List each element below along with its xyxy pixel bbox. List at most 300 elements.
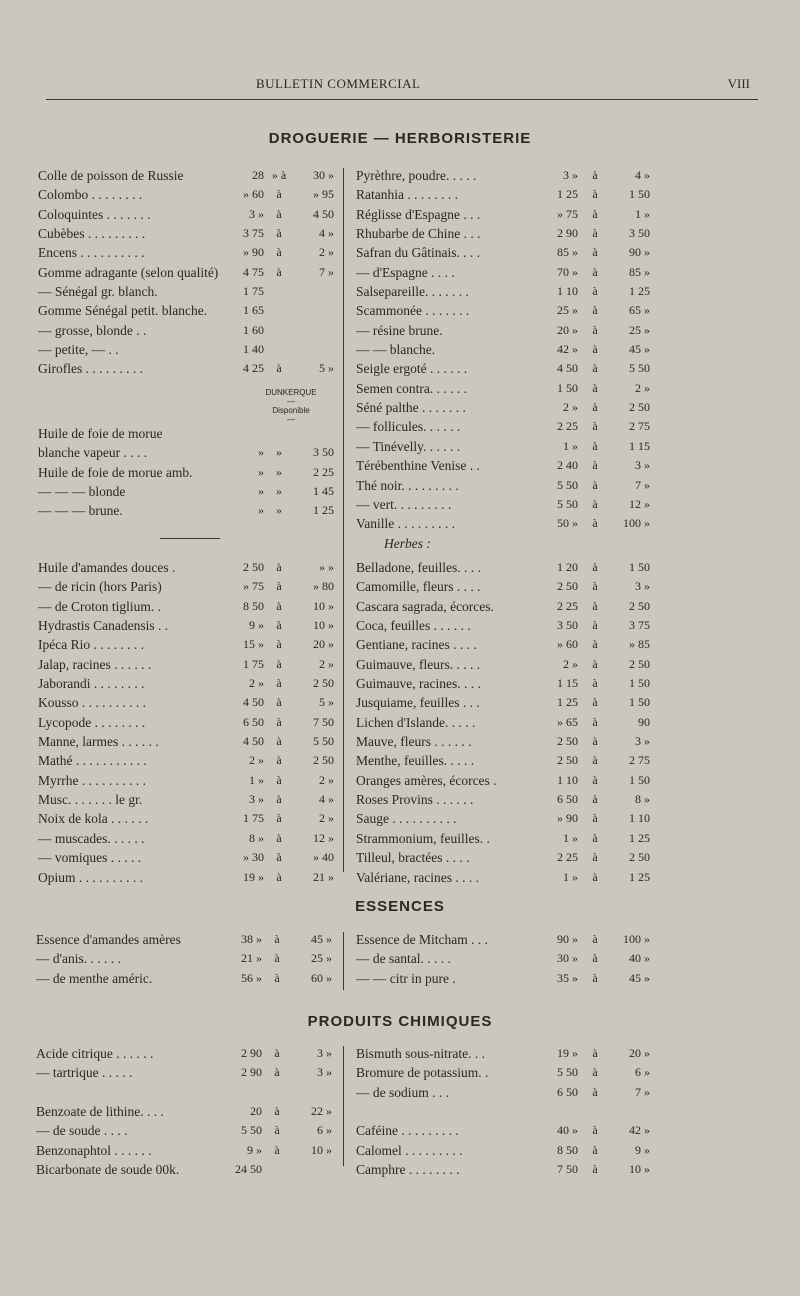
price-row xyxy=(38,187,338,206)
price-high: 2 » xyxy=(319,245,334,260)
price-row xyxy=(38,226,338,245)
price-high: 4 » xyxy=(319,792,334,807)
item-name: Girofles . . . . . . . . . xyxy=(38,361,143,377)
price-separator: à xyxy=(592,361,598,376)
price-separator: à xyxy=(276,869,282,884)
section-title-essences: ESSENCES xyxy=(355,898,445,915)
price-low: » 30 xyxy=(243,850,264,865)
price-high: 21 » xyxy=(313,869,334,884)
item-name: Guimauve, fleurs. . . . . xyxy=(356,656,481,672)
price-high: 2 50 xyxy=(313,753,334,768)
price-high: 5 » xyxy=(319,695,334,710)
price-separator: à xyxy=(592,322,598,337)
price-high: 25 » xyxy=(629,322,650,337)
price-separator: à xyxy=(592,380,598,395)
price-high: 22 » xyxy=(311,1104,332,1119)
price-low: 8 50 xyxy=(243,598,264,613)
price-high: 1 25 xyxy=(629,284,650,299)
drog-right-a xyxy=(356,168,656,536)
drog-right-b xyxy=(356,560,656,889)
price-low: 2 » xyxy=(249,753,264,768)
price-low: 3 » xyxy=(563,168,578,182)
price-row xyxy=(38,579,338,598)
price-high: 65 » xyxy=(629,303,650,318)
price-row xyxy=(356,676,656,695)
item-name: Seigle ergoté . . . . . . xyxy=(356,361,468,377)
price-high: 1 50 xyxy=(629,187,650,202)
price-high: 10 » xyxy=(313,598,334,613)
item-name: Mauve, fleurs . . . . . . xyxy=(356,734,472,750)
price-row xyxy=(356,458,656,477)
price-row xyxy=(356,753,656,772)
price-row xyxy=(356,599,656,618)
price-row xyxy=(356,971,656,990)
item-name: — — — brune. xyxy=(38,503,123,519)
price-separator: à xyxy=(592,477,598,492)
item-name: Coca, feuilles . . . . . . xyxy=(356,618,471,634)
price-low: 2 50 xyxy=(557,734,578,749)
price-high: 4 » xyxy=(635,168,650,182)
price-row xyxy=(356,342,656,361)
price-row xyxy=(356,400,656,419)
price-separator: » xyxy=(276,445,282,460)
price-low: 8 » xyxy=(249,830,264,845)
price-low: 5 50 xyxy=(241,1123,262,1138)
price-separator: à xyxy=(276,264,282,279)
price-high: 3 » xyxy=(635,458,650,473)
price-row xyxy=(38,676,338,695)
item-name: — d'anis. . . . . . xyxy=(36,951,121,967)
price-low: 42 » xyxy=(557,342,578,357)
price-high: 4 » xyxy=(319,226,334,241)
price-high: 45 » xyxy=(629,342,650,357)
price-separator: à xyxy=(592,598,598,613)
price-row xyxy=(356,1085,656,1104)
page-header xyxy=(46,72,754,92)
price-high: 6 » xyxy=(635,1065,650,1080)
price-high: 10 » xyxy=(629,1162,650,1177)
price-row xyxy=(36,951,336,970)
price-high: 5 50 xyxy=(313,734,334,749)
price-separator: à xyxy=(274,932,280,946)
drog-left-b xyxy=(38,426,338,523)
price-separator: à xyxy=(592,560,598,574)
price-row xyxy=(356,439,656,458)
price-separator: à xyxy=(592,734,598,749)
price-low: 1 60 xyxy=(243,322,264,337)
price-high: » 85 xyxy=(629,637,650,652)
price-low: 4 50 xyxy=(243,695,264,710)
price-low: 1 10 xyxy=(557,772,578,787)
price-low: 1 » xyxy=(249,772,264,787)
price-separator: à xyxy=(276,579,282,594)
price-separator: à xyxy=(276,753,282,768)
price-row xyxy=(38,560,338,579)
price-high: 3 » xyxy=(317,1065,332,1080)
price-low: » 60 xyxy=(243,187,264,202)
price-high: 7 50 xyxy=(313,714,334,729)
price-low: 2 » xyxy=(563,400,578,415)
price-separator: à xyxy=(592,187,598,202)
price-row xyxy=(356,560,656,579)
item-name: Réglisse d'Espagne . . . xyxy=(356,206,481,222)
price-high: 1 » xyxy=(635,206,650,221)
item-name: Térébenthine Venise . . xyxy=(356,458,480,474)
price-row xyxy=(38,599,338,618)
price-low: 2 50 xyxy=(557,753,578,768)
item-name: Valériane, racines . . . . xyxy=(356,869,479,885)
price-low: 6 50 xyxy=(557,792,578,807)
price-low: » 65 xyxy=(557,714,578,729)
price-separator: à xyxy=(276,772,282,787)
price-separator: à xyxy=(276,618,282,633)
price-low: 19 » xyxy=(557,1046,578,1060)
chim-right xyxy=(356,1046,656,1181)
item-name: Camomille, fleurs . . . . xyxy=(356,579,481,595)
price-low: 6 50 xyxy=(557,1084,578,1099)
price-row xyxy=(38,695,338,714)
price-high: 1 10 xyxy=(629,811,650,826)
price-high: 2 » xyxy=(319,656,334,671)
price-separator: » xyxy=(276,484,282,499)
price-separator: à xyxy=(592,206,598,221)
item-name: Camphre . . . . . . . . xyxy=(356,1162,460,1178)
price-high: 1 25 xyxy=(629,869,650,884)
price-low: 85 » xyxy=(557,245,578,260)
price-separator: à xyxy=(276,637,282,652)
price-row xyxy=(38,168,338,187)
item-name: Mathé . . . . . . . . . . . xyxy=(38,753,147,769)
price-high: 3 » xyxy=(317,1046,332,1060)
price-high: 85 » xyxy=(629,264,650,279)
price-separator: à xyxy=(276,245,282,260)
page-number: VIII xyxy=(727,76,750,91)
price-separator: à xyxy=(592,695,598,710)
price-high: 2 50 xyxy=(629,656,650,671)
herbes-title: Herbes : xyxy=(384,536,431,551)
price-row xyxy=(38,831,338,850)
price-low: 30 » xyxy=(557,951,578,966)
price-row xyxy=(356,951,656,970)
price-high: 5 50 xyxy=(629,361,650,376)
price-low: 2 25 xyxy=(557,598,578,613)
price-separator: à xyxy=(276,226,282,241)
price-low: 1 » xyxy=(563,869,578,884)
price-low: 20 » xyxy=(557,322,578,337)
price-low: 35 » xyxy=(557,970,578,985)
price-low: 24 50 xyxy=(235,1162,262,1177)
price-low: 9 » xyxy=(249,618,264,633)
price-separator: à xyxy=(592,869,598,884)
price-high: 8 » xyxy=(635,792,650,807)
price-low: 1 75 xyxy=(243,284,264,299)
item-name: Safran du Gâtinais. . . . xyxy=(356,245,481,261)
price-separator: à xyxy=(592,753,598,768)
price-low: 2 40 xyxy=(557,458,578,473)
item-name: Musc. . . . . . . le gr. xyxy=(38,792,143,808)
price-separator: à xyxy=(592,850,598,865)
chim-left xyxy=(36,1046,336,1181)
price-high: 7 » xyxy=(635,477,650,492)
price-low: 2 50 xyxy=(243,560,264,574)
price-low: » xyxy=(258,445,264,460)
price-separator: à xyxy=(592,245,598,260)
price-low: 2 90 xyxy=(241,1065,262,1080)
price-high: 1 50 xyxy=(629,772,650,787)
price-low: 2 50 xyxy=(557,579,578,594)
price-separator: à xyxy=(592,932,598,946)
price-separator: à xyxy=(276,850,282,865)
price-low: » 60 xyxy=(557,637,578,652)
column-divider-droguerie xyxy=(343,168,344,872)
price-row xyxy=(356,1065,656,1084)
price-separator: à xyxy=(592,579,598,594)
price-low: 3 » xyxy=(249,206,264,221)
price-row xyxy=(38,465,338,484)
price-separator: à xyxy=(592,496,598,511)
price-high: 100 » xyxy=(623,932,650,946)
price-low: 4 50 xyxy=(557,361,578,376)
price-row xyxy=(356,323,656,342)
price-low: » 90 xyxy=(243,245,264,260)
price-high: 3 50 xyxy=(313,445,334,460)
price-separator: à xyxy=(592,676,598,691)
price-row xyxy=(356,516,656,535)
price-high: 60 » xyxy=(311,970,332,985)
item-name: Myrrhe . . . . . . . . . . xyxy=(38,772,146,788)
price-row xyxy=(356,1143,656,1162)
price-separator: à xyxy=(592,342,598,357)
price-high: 10 » xyxy=(311,1142,332,1157)
item-name: Bicarbonate de soude 00k. xyxy=(36,1162,180,1178)
price-separator: à xyxy=(592,792,598,807)
price-separator: à xyxy=(276,560,282,574)
item-name: Guimauve, racines. . . . xyxy=(356,676,481,692)
price-low: 9 » xyxy=(247,1142,262,1157)
price-low: » 75 xyxy=(557,206,578,221)
drog-left-a xyxy=(38,168,338,381)
price-separator: à xyxy=(592,1084,598,1099)
price-high: 2 50 xyxy=(629,850,650,865)
dunkerque-disponible: Disponible xyxy=(272,406,310,415)
price-high: 1 45 xyxy=(313,484,334,499)
price-separator: à xyxy=(592,284,598,299)
column-divider-essences xyxy=(343,932,344,990)
price-high: 9 » xyxy=(635,1142,650,1157)
price-row xyxy=(356,419,656,438)
price-row xyxy=(38,503,338,522)
item-name: — Sénégal gr. blanch. xyxy=(38,284,158,300)
price-high: 3 » xyxy=(635,734,650,749)
item-name: Menthe, feuilles. . . . . xyxy=(356,753,475,769)
price-low: 2 » xyxy=(249,676,264,691)
price-high: 3 » xyxy=(635,579,650,594)
price-row xyxy=(38,734,338,753)
price-low: 1 75 xyxy=(243,656,264,671)
price-row xyxy=(356,715,656,734)
price-row xyxy=(356,792,656,811)
price-low: 1 10 xyxy=(557,284,578,299)
item-name: Rhubarbe de Chine . . . xyxy=(356,226,481,242)
price-row xyxy=(356,1162,656,1181)
price-low: 6 50 xyxy=(243,714,264,729)
price-row xyxy=(356,265,656,284)
item-name: — follicules. . . . . . xyxy=(356,419,461,435)
ess-right xyxy=(356,932,656,990)
price-row xyxy=(356,381,656,400)
price-high: 45 » xyxy=(311,932,332,946)
price-separator: à xyxy=(592,951,598,966)
price-separator: à xyxy=(276,792,282,807)
price-row xyxy=(356,207,656,226)
price-row xyxy=(38,637,338,656)
price-low: » xyxy=(258,484,264,499)
price-high: 2 75 xyxy=(629,419,650,434)
price-separator: à xyxy=(276,656,282,671)
price-row xyxy=(356,226,656,245)
price-row xyxy=(356,579,656,598)
item-name: — de santal. . . . . xyxy=(356,951,451,967)
price-row xyxy=(356,734,656,753)
price-row xyxy=(36,1046,336,1065)
price-high: 40 » xyxy=(629,951,650,966)
price-row xyxy=(356,1046,656,1065)
price-separator: à xyxy=(592,830,598,845)
item-name: — grosse, blonde . . xyxy=(38,322,147,338)
item-name: — — — blonde xyxy=(38,484,126,500)
price-row xyxy=(38,361,338,380)
price-row xyxy=(356,870,656,889)
price-high: 100 » xyxy=(623,516,650,531)
item-name: Pyrèthre, poudre. . . . . xyxy=(356,168,477,183)
price-separator: à xyxy=(592,1046,598,1060)
price-separator: à xyxy=(276,830,282,845)
price-row xyxy=(38,207,338,226)
price-low: 1 25 xyxy=(557,695,578,710)
price-low: 90 » xyxy=(557,932,578,946)
item-name: Huile de foie de morue amb. xyxy=(38,464,193,480)
item-name: Hydrastis Canadensis . . xyxy=(38,618,169,634)
price-row xyxy=(36,1065,336,1084)
item-name: Séné palthe . . . . . . . xyxy=(356,400,466,416)
price-row xyxy=(356,618,656,637)
item-name: — muscades. . . . . . xyxy=(38,830,145,846)
item-name: — — blanche. xyxy=(356,342,436,358)
price-high: 1 50 xyxy=(629,695,650,710)
price-separator: » xyxy=(276,503,282,518)
price-row xyxy=(38,870,338,889)
price-high: 20 » xyxy=(629,1046,650,1060)
price-separator: à xyxy=(592,1142,598,1157)
item-name: — résine brune. xyxy=(356,322,443,338)
price-high: 2 50 xyxy=(313,676,334,691)
price-low: 2 90 xyxy=(557,226,578,241)
price-high: 2 25 xyxy=(313,464,334,479)
price-high: 12 » xyxy=(313,830,334,845)
price-row xyxy=(36,932,336,951)
item-name: — d'Espagne . . . . xyxy=(356,264,455,280)
price-low: 56 » xyxy=(241,970,262,985)
price-high: 42 » xyxy=(629,1123,650,1138)
item-name: Huile de foie de morue xyxy=(38,426,163,441)
price-low: 2 90 xyxy=(241,1046,262,1060)
price-low: » 75 xyxy=(243,579,264,594)
price-low: 1 20 xyxy=(557,560,578,574)
price-high: 2 » xyxy=(319,772,334,787)
dunkerque-dash-2: — xyxy=(287,415,295,424)
price-row xyxy=(36,971,336,990)
price-row xyxy=(356,657,656,676)
price-separator: à xyxy=(274,1046,280,1060)
price-row xyxy=(38,445,338,464)
item-name: Caféine . . . . . . . . . xyxy=(356,1123,459,1139)
price-low: » xyxy=(258,503,264,518)
item-name: Coloquintes . . . . . . . xyxy=(38,206,151,222)
price-low: » xyxy=(258,464,264,479)
price-separator: à xyxy=(592,637,598,652)
price-separator: à xyxy=(276,598,282,613)
price-high: 20 » xyxy=(313,637,334,652)
item-name: — vomiques . . . . . xyxy=(38,850,142,866)
price-low: 20 xyxy=(250,1104,262,1119)
price-separator: à xyxy=(592,1123,598,1138)
price-separator: à xyxy=(592,1162,598,1177)
price-separator: à xyxy=(276,361,282,376)
price-low: 21 » xyxy=(241,951,262,966)
price-high: » 40 xyxy=(313,850,334,865)
item-name: Colle de poisson de Russie xyxy=(38,168,184,183)
price-separator: » xyxy=(276,464,282,479)
item-name: — Tinévelly. . . . . . xyxy=(356,438,461,454)
item-name: Gomme Sénégal petit. blanche. xyxy=(38,303,208,319)
price-low: 5 50 xyxy=(557,496,578,511)
item-name: Thé noir. . . . . . . . . xyxy=(356,477,459,493)
item-name: Jalap, racines . . . . . . xyxy=(38,656,152,672)
item-name: Tilleul, bractées . . . . xyxy=(356,850,470,866)
price-separator: à xyxy=(592,772,598,787)
price-high: » 95 xyxy=(313,187,334,202)
item-name: Strammonium, feuilles. . xyxy=(356,830,490,846)
price-high: 2 75 xyxy=(629,753,650,768)
price-row xyxy=(38,323,338,342)
price-separator: à xyxy=(592,438,598,453)
price-row xyxy=(38,850,338,869)
item-name: Huile d'amandes douces . xyxy=(38,560,176,575)
item-name: Acide citrique . . . . . . xyxy=(36,1046,154,1061)
price-low: 70 » xyxy=(557,264,578,279)
price-separator: » à xyxy=(271,168,287,182)
price-separator: à xyxy=(592,1065,598,1080)
price-row xyxy=(356,637,656,656)
price-row xyxy=(356,303,656,322)
price-high: 30 » xyxy=(313,168,334,182)
item-name: — de ricin (hors Paris) xyxy=(38,579,162,595)
item-name: Ratanhia . . . . . . . . xyxy=(356,187,458,203)
price-separator: à xyxy=(274,970,280,985)
item-name: Essence de Mitcham . . . xyxy=(356,932,488,947)
price-separator: à xyxy=(592,419,598,434)
price-separator: à xyxy=(276,734,282,749)
price-low: 1 50 xyxy=(557,380,578,395)
price-high: 3 75 xyxy=(629,618,650,633)
price-high: 2 » xyxy=(635,380,650,395)
price-low: 2 25 xyxy=(557,850,578,865)
price-separator: à xyxy=(276,811,282,826)
price-row xyxy=(38,715,338,734)
item-name: Benzonaphtol . . . . . . xyxy=(36,1142,152,1158)
item-name: Bismuth sous-nitrate. . . xyxy=(356,1046,485,1061)
price-low: 4 25 xyxy=(243,361,264,376)
